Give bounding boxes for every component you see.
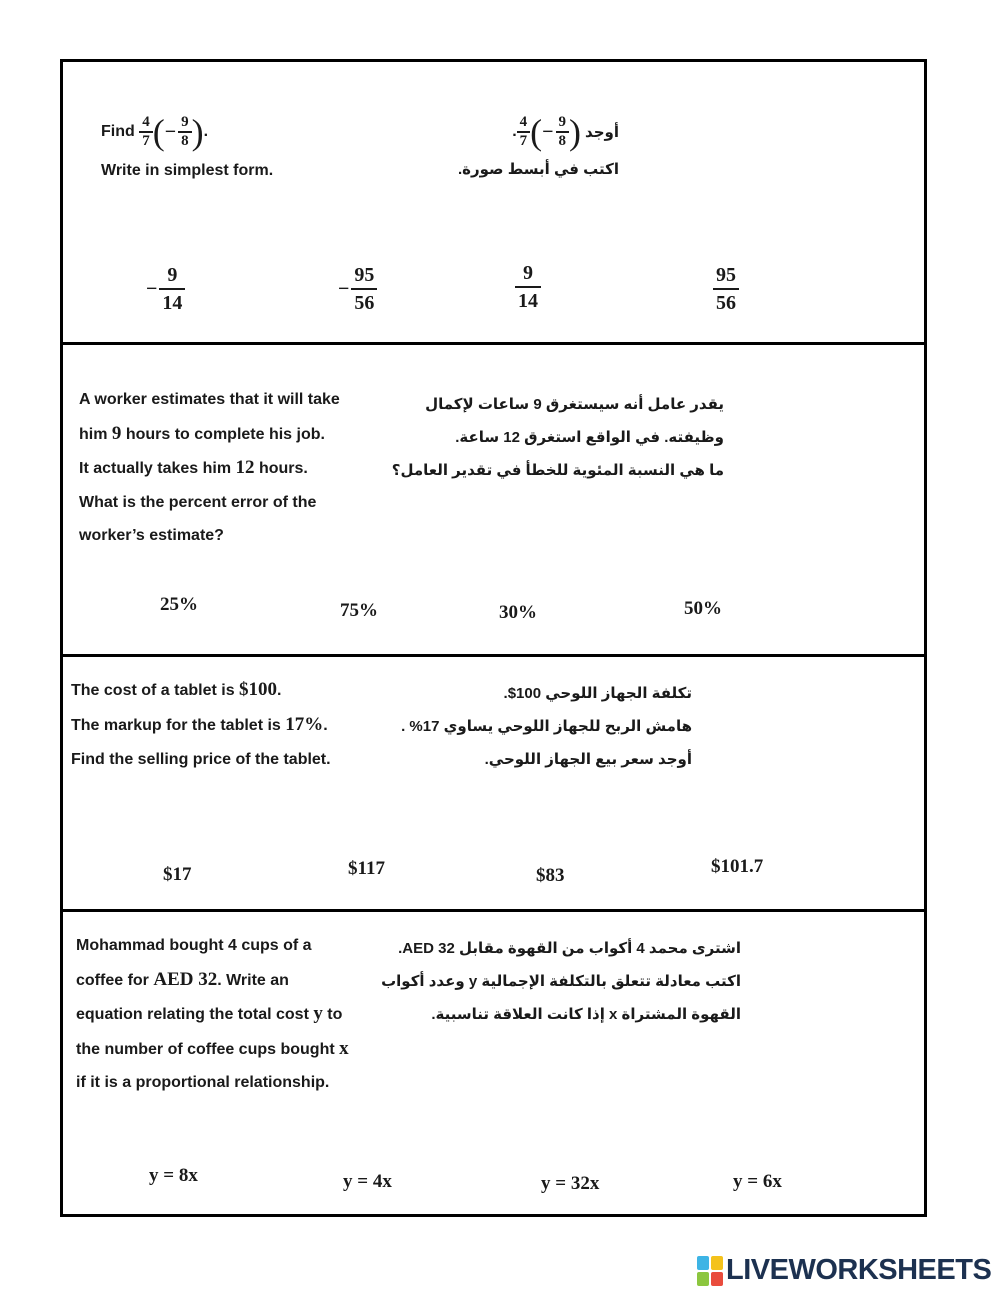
icon-tile-4 — [711, 1272, 723, 1286]
worksheet — [60, 59, 927, 1217]
instruction-en: Write in simplest form. — [101, 162, 274, 179]
question-ar: اشترى محمد 4 أكواب من القهوة مقابل AED 32. اكتب معادلة تتعلق بالتكلفة الإجمالية y وعدد أكواب القهوة المشتراة x إذا كانت العلاقة تناسبية. — [381, 940, 741, 1023]
liveworksheets-logo — [697, 1254, 991, 1287]
question-ar: تكلفة الجهاز اللوحي 100$. هامش الربح للجهاز اللوحي يساوي 17% . أوجد سعر بيع الجهاز اللوحي. — [401, 685, 692, 768]
icon-tile-3 — [697, 1272, 709, 1286]
question-en: The cost of a tablet is $100. The markup for the tablet is 17%. Find the selling price of the tablet. — [71, 679, 331, 768]
question-ar: . $\frac{4}{7}$ ( − $\frac{9}{8}$ ) أوجد — [512, 112, 619, 152]
answer-option-2[interactable]: $117 — [348, 858, 385, 879]
fraction-b: $\frac{9}{8}$ — [178, 114, 192, 150]
answer-option-2[interactable]: − $\frac{95}{56}$ — [338, 262, 377, 316]
answer-option-1[interactable]: 25% — [160, 594, 198, 615]
instruction-ar: اكتب في أبسط صورة. — [457, 161, 619, 178]
answer-option-1[interactable]: y = 8x — [149, 1165, 198, 1186]
question-en: Mohammad bought 4 cups of a coffee for AED 32. Write an equation relating the total cost y to the number of coffee cups bought x if it is a proportional relationship. — [76, 937, 349, 1091]
question-card-fraction — [63, 62, 924, 345]
fraction-a: $\frac{4}{7}$ — [139, 114, 153, 150]
answer-option-3[interactable]: $\frac{9}{14}$ — [515, 260, 541, 314]
question-ar: يقدر عامل أنه سيستغرق 9 ساعات لإكمال وظيفته. في الواقع استغرق 12 ساعة. ما هي النسبة المئوية للخطأ في تقدير العامل؟ — [391, 396, 724, 479]
question-card-markup — [63, 657, 924, 912]
answer-option-3[interactable]: $83 — [536, 865, 565, 886]
icon-tile-2 — [711, 1256, 723, 1270]
answer-option-4[interactable]: $101.7 — [711, 856, 764, 877]
answer-option-3[interactable]: 30% — [499, 602, 537, 623]
find-label-ar: أوجد — [585, 124, 619, 141]
question-card-proportional — [63, 912, 924, 1214]
answer-option-4[interactable]: 50% — [684, 598, 722, 619]
answer-option-3[interactable]: y = 32x — [541, 1173, 600, 1194]
answer-option-4[interactable]: $\frac{95}{56}$ — [713, 262, 739, 316]
liveworksheets-icon — [697, 1256, 723, 1286]
question-en: Find $\frac{4}{7}$ (− $\frac{9}{8}$ ). — [101, 112, 209, 152]
answer-option-1[interactable]: − $\frac{9}{14}$ — [146, 262, 185, 316]
icon-tile-1 — [697, 1256, 709, 1270]
question-en: A worker estimates that it will take him 9 hours to complete his job. It actually takes him 12 hours. What is the percent error of the worker’s estimate? — [79, 391, 340, 544]
answer-option-2[interactable]: y = 4x — [343, 1171, 392, 1192]
question-card-percent-error — [63, 345, 924, 657]
find-label: Find — [101, 123, 135, 141]
answer-option-2[interactable]: 75% — [340, 600, 378, 621]
answer-option-1[interactable]: $17 — [163, 864, 192, 885]
answer-option-4[interactable]: y = 6x — [733, 1171, 782, 1192]
brand-name: LIVEWORKSHEETS — [726, 1254, 992, 1286]
